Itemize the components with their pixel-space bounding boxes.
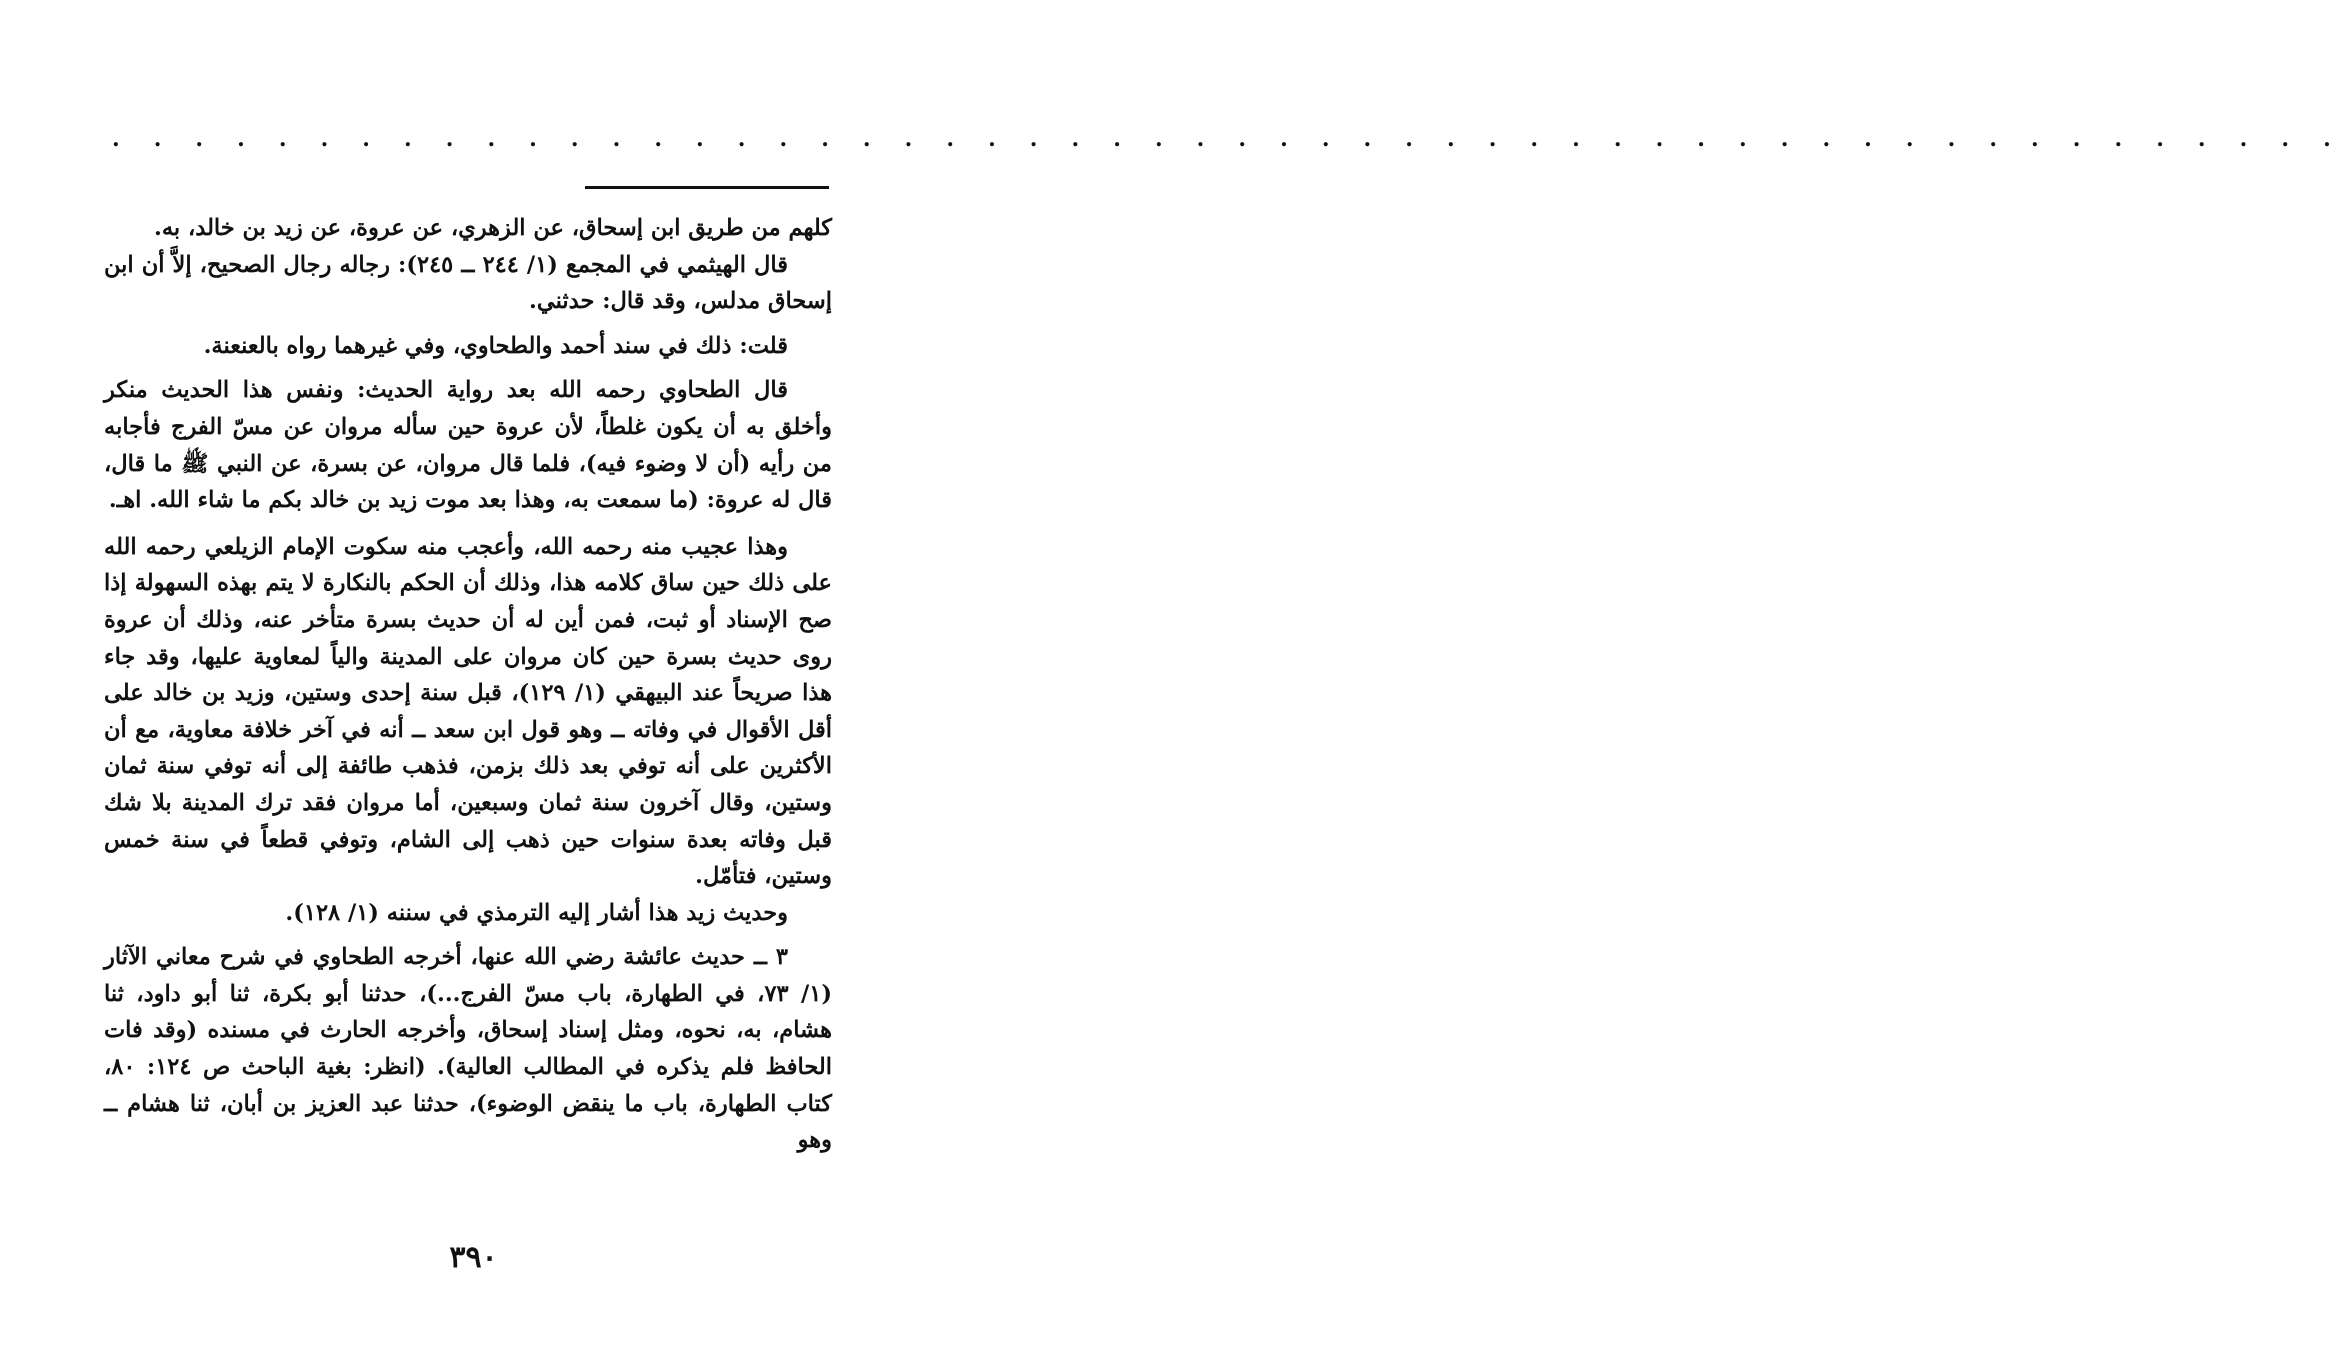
paragraph-continuation: كلهم من طريق ابن إسحاق، عن الزهري، عن عروة، عن زيد بن خالد، به. [154,215,832,241]
paragraph-aisha-hadith: ٣ ــ حديث عائشة رضي الله عنها، أخرجه الطحاوي في شرح معاني الآثار (١/ ٧٣، في الطهارة، باب مسّ الفرج...)، حدثنا أبو بكرة، ثنا أبو داود، ثنا هشام، به، نحوه، ومثل إسناد إسحاق، وأخرجه الحارث في مسنده (وقد فات الحافظ فلم يذكره في المطالب العالية). (انظر: بغية الباحث ص ١٢٤: ٨٠، كتاب الطهارة، باب ما ينقض الوضوء)، حدثنا عبد العزيز بن أبان، ثنا هشام ــ وهو [104,944,833,1154]
paragraph-haythami: قال الهيثمي في المجمع (١/ ٢٤٤ ــ ٢٤٥): رجاله رجال الصحيح، إلاَّ أن ابن إسحاق مدلس، وقد قال: حدثني. [104,251,832,315]
footnote-body [104,210,832,1159]
paragraph-commentary: وهذا عجيب منه رحمه الله، وأعجب منه سكوت الإمام الزيلعي رحمه الله على ذلك حين ساق كلامه هذا، وذلك أن الحكم بالنكارة لا يتم بهذه السهولة إذا صح الإسناد أو ثبت، فمن أين له أن حديث بسرة متأخر عنه، وذلك أن عروة روى حديث بسرة حين كان مروان على المدينة والياً لمعاوية عليها، وقد جاء هذا صريحاً عند البيهقي (١/ ١٢٩)، قبل سنة إحدى وستين، وزيد بن خالد على أقل الأقوال في وفاته ــ وهو قول ابن سعد ــ أنه في آخر خلافة معاوية، مع أن الأكثرين على أنه توفي بعد ذلك بزمن، فذهب طائفة إلى أنه توفي سنة ثمان وستين، وقال آخرون سنة ثمان وسبعين، أما مروان فقد ترك المدينة بلا شك قبل وفاته بعدة سنوات حين ذهب إلى الشام، وتوفي قطعاً في سنة خمس وستين، فتأمّل. [104,533,832,890]
paragraph-qultu: قلت: ذلك في سند أحمد والطحاوي، وفي غيرهما رواه بالعنعنة. [203,332,788,359]
separator-dots: . . . . . . . . . . . . . . . . . . . . . . . . . . . . . . . . . . . . . . . . . . . . . . . . . . . . . . [112,126,2344,152]
paragraph-zayd-hadith: وحديث زيد هذا أشار إليه الترمذي في سننه (١/ ١٢٨). [285,899,788,926]
page-number: ٣٩٠ [449,1240,498,1275]
paragraph-tahawi-quote: قال الطحاوي رحمه الله بعد رواية الحديث: ونفس هذا الحديث منكر وأخلق به أن يكون غلطاً، لأن عروة حين سأله مروان عن مسّ الفرج فأجابه من رأيه (أن لا وضوء فيه)، فلما قال مروان، عن بسرة، عن النبي ﷺ ما قال، قال له عروة: (ما سمعت به، وهذا بعد موت زيد بن خالد بكم ما شاء الله. اهـ. [104,377,832,514]
footnote-rule [585,186,829,189]
